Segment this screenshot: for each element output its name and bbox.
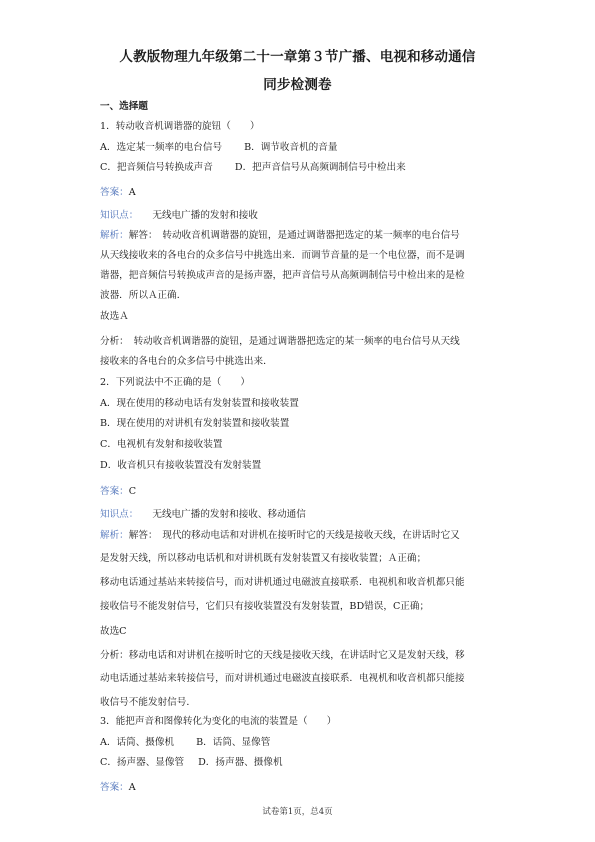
q1-fenxi-line: 分析： 转动收音机调谐器的旋钮，是通过调谐器把选定的某一频率的电台信号从天线 xyxy=(100,336,460,347)
analysis-text: 解答： 转动收音机调谐器的旋钮，是通过调谐器把选定的某一频率的电台信号 xyxy=(128,230,460,241)
q3-options-cd xyxy=(100,757,283,769)
analysis-label: 解析： xyxy=(100,530,129,541)
answer-value: C xyxy=(128,486,137,497)
doc-title-line1: 人教版物理九年级第二十一章第３节广播、电视和移动通信 xyxy=(119,49,476,65)
q2-option-a: A．现在使用的移动电话有发射装置和接收装置 xyxy=(100,398,299,409)
q3-option-c: C．扬声器、显像管 xyxy=(100,757,185,768)
q3-option-a: A．话筒、摄像机 xyxy=(100,737,175,748)
q1-option-d: D．把声音信号从高频调制信号中检出来 xyxy=(234,162,406,173)
q2-analysis-line: 是发射天线，所以移动电话机和对讲机既有发射装置又有接收装置；Ａ正确； xyxy=(100,553,427,564)
q1-analysis-line: 谐器，把音频信号转换成声音的是扬声器，把声音信号从高频调制信号中检出来的是检 xyxy=(100,270,465,281)
q2-analysis-line: 接收信号不能发射信号，它们只有接收装置没有发射装置，BD错误，C正确； xyxy=(100,601,430,612)
q3-options-ab xyxy=(100,737,270,749)
kp-value: 无线电广播的发射和接收、移动通信 xyxy=(152,509,306,520)
q2-answer xyxy=(100,486,136,498)
q2-fenxi-line: 分析：移动电话和对讲机在接听时它的天线是接收天线，在讲话时它又是发射天线，移 xyxy=(100,650,465,661)
answer-label: 答案： xyxy=(100,782,129,793)
q2-analysis-line xyxy=(100,530,460,542)
q1-fenxi-line: 接收来的各电台的众多信号中挑选出来． xyxy=(100,356,273,367)
answer-value: A xyxy=(128,782,136,793)
q2-analysis-line: 移动电话通过基站来转接信号，而对讲机通过电磁波直接联系．电视机和收音机都只能 xyxy=(100,577,465,588)
q1-analysis-line: 从天线接收来的各电台的众多信号中挑选出来．而调节音量的是一个电位器，而不是调 xyxy=(100,250,465,261)
q1-analysis-line: 波器．所以Ａ正确． xyxy=(100,290,187,301)
analysis-label: 解析： xyxy=(100,230,129,241)
kp-label: 知识点： xyxy=(100,509,139,520)
doc-title-line2: 同步检测卷 xyxy=(263,77,332,93)
q3-option-d: D．扬声器、摄像机 xyxy=(198,757,283,768)
q3-option-b: B．话筒、显像管 xyxy=(196,737,271,748)
q1-option-c: C．把音频信号转换成声音 xyxy=(100,162,213,173)
q1-conclusion: 故选Ａ xyxy=(100,311,129,322)
page-footer: 试卷第1页，总4页 xyxy=(262,807,333,817)
q2-fenxi-line: 收信号不能发射信号． xyxy=(100,697,196,708)
answer-label: 答案： xyxy=(100,187,129,198)
q1-stem: 1．转动收音机调谐器的旋钮（ ） xyxy=(100,121,260,132)
q1-options-ab xyxy=(100,142,337,154)
answer-label: 答案： xyxy=(100,486,129,497)
answer-value: A xyxy=(128,187,136,198)
q2-fenxi-line: 动电话通过基站来转接信号，而对讲机通过电磁波直接联系．电视机和收音机都只能接 xyxy=(100,673,465,684)
q2-conclusion: 故选C xyxy=(100,626,127,637)
q1-option-b: B．调节收音机的音量 xyxy=(244,142,338,153)
q3-stem: 3．能把声音和图像转化为变化的电流的装置是（ ） xyxy=(100,716,337,727)
q1-answer xyxy=(100,187,136,199)
analysis-text: 解答： 现代的移动电话和对讲机在接听时它的天线是接收天线，在讲话时它又 xyxy=(128,530,460,541)
section-heading: 一、选择题 xyxy=(100,101,148,112)
q1-options-cd xyxy=(100,162,406,174)
q1-option-a: A．选定某一频率的电台信号 xyxy=(100,142,223,153)
kp-value: 无线电广播的发射和接收 xyxy=(152,210,258,221)
q2-stem: 2．下列说法中不正确的是（ ） xyxy=(100,377,251,388)
q2-knowledge-point xyxy=(100,509,306,521)
q2-option-b: B．现在使用的对讲机有发射装置和接收装置 xyxy=(100,418,290,429)
q1-analysis-line xyxy=(100,230,460,242)
q1-knowledge-point xyxy=(100,210,258,222)
q2-option-d: D．收音机只有接收装置没有发射装置 xyxy=(100,460,262,471)
q3-answer xyxy=(100,782,136,794)
kp-label: 知识点： xyxy=(100,210,139,221)
q2-option-c: C．电视机有发射和接收装置 xyxy=(100,439,223,450)
